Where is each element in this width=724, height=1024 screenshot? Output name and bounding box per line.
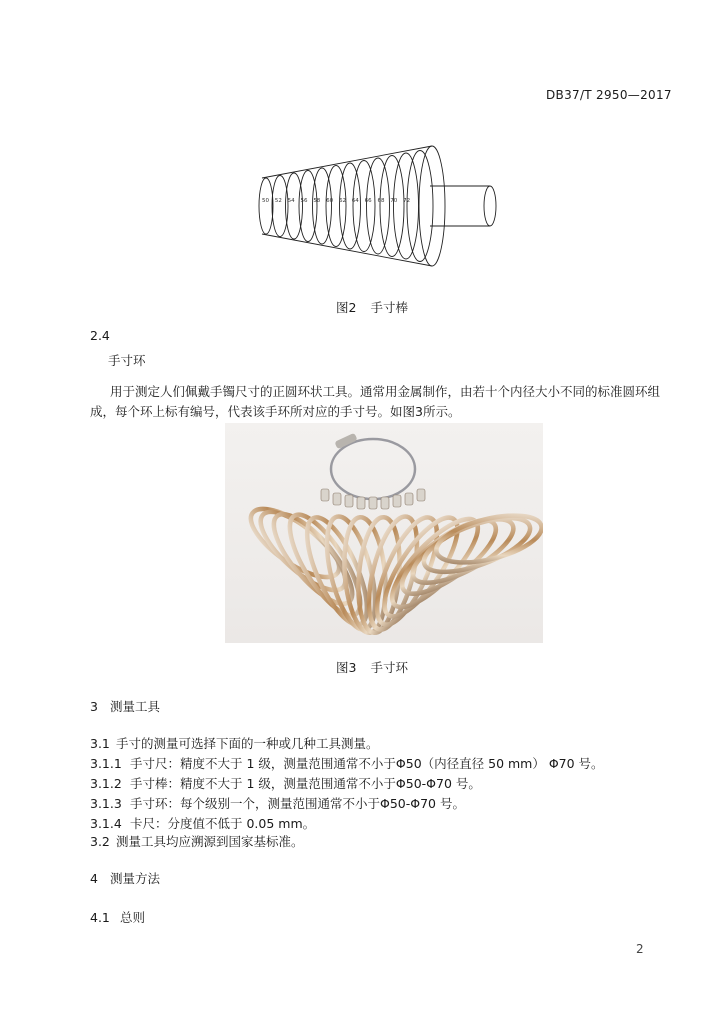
scale-mark: 52 [274,198,282,204]
term-definition: 用于测定人们佩戴手镯尺寸的正圆环状工具。通常用金属制作，由若十个内径大小不同的标准圆环组成，每个环上标有编号，代表该手环所对应的手寸号。如图3所示。 [90,384,661,419]
scale-mark: 50 [262,198,269,204]
clause-line [90,814,315,832]
heading-number: 3 [90,699,98,714]
clause-text: 手寸的测量可选择下面的一种或几种工具测量。 [116,736,379,751]
figure-title: 手寸棒 [370,300,408,315]
clause-line [90,794,465,812]
scale-mark: 56 [300,198,308,204]
clause-line [90,734,379,752]
scale-mark: 62 [338,198,346,204]
clause-number: 3.1.4 [90,816,122,831]
term-title: 手寸环 [108,353,146,368]
stick-scale-labels [262,198,412,212]
clause-number: 3.1 [90,736,110,751]
heading-text: 测量工具 [110,699,161,714]
figure-2-caption [336,298,408,316]
clause-text: 卡尺：分度值不低于 0.05 mm。 [130,816,316,831]
section-4-1-heading [90,908,145,926]
page-number: 2 [636,942,644,956]
scale-mark: 64 [351,198,359,204]
clause-text: 测量工具均应溯源到国家基标准。 [116,834,304,849]
scale-mark: 66 [364,198,372,204]
clause-text: 手寸尺：精度不大于 1 级，测量范围通常不小于Φ50（内径直径 50 mm） Φ70 号。 [130,756,604,771]
scale-mark: 58 [313,198,321,204]
section-number: 2.4 [90,328,110,343]
clause-number: 3.1.2 [90,776,122,791]
scale-mark: 68 [377,198,385,204]
ring-size-rings-photo [225,423,543,643]
heading-text: 测量方法 [110,871,161,886]
figure-3-caption [336,658,408,676]
figure-number: 图2 [336,300,357,315]
scale-mark: 72 [403,198,411,204]
section-3-heading [90,697,160,715]
heading-number: 4 [90,871,98,886]
figure-number: 图3 [336,660,357,675]
clause-number: 3.1.1 [90,756,122,771]
clause-line [90,774,481,792]
scale-mark: 60 [326,198,334,204]
section-4-heading [90,869,160,887]
figure-title: 手寸环 [370,660,408,675]
heading-text: 总则 [120,910,146,925]
clause-number: 3.1.3 [90,796,122,811]
scale-mark: 54 [287,198,295,204]
clause-text: 手寸环：每个级别一个，测量范围通常不小于Φ50-Φ70 号。 [130,796,465,811]
rings-illustration [225,423,543,643]
clause-number: 3.2 [90,834,110,849]
heading-number: 4.1 [90,910,110,925]
clause-line [90,754,604,772]
scale-mark: 70 [390,198,398,204]
clause-line [90,832,304,850]
standard-code: DB37/T 2950—2017 [546,88,672,102]
clause-text: 手寸棒：精度不大于 1 级，测量范围通常不小于Φ50-Φ70 号。 [130,776,481,791]
